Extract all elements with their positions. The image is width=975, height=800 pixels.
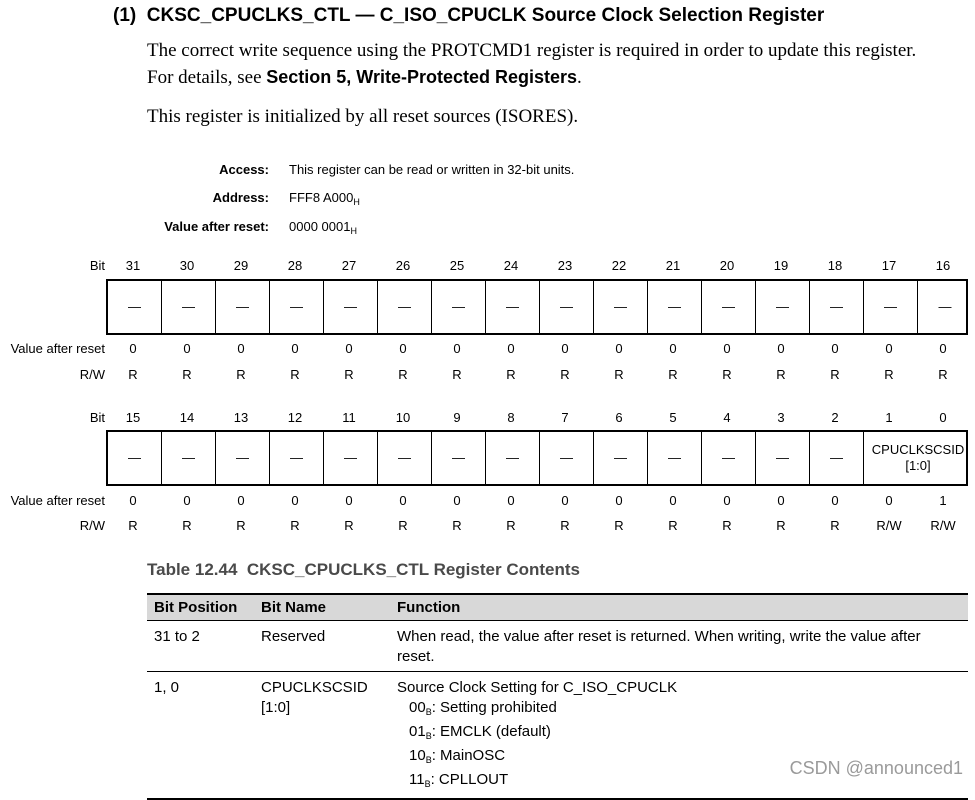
value-row-label-lower: Value after reset xyxy=(10,493,105,508)
bit-number: 30 xyxy=(179,258,195,273)
reserved-bit-field: — xyxy=(540,281,594,333)
reset-value-cell: 0 xyxy=(669,341,677,356)
reset-value-cell: 0 xyxy=(831,493,839,508)
address-label: Address: xyxy=(212,190,269,205)
reset-value-cell: 0 xyxy=(507,493,515,508)
reset-value-cell: 0 xyxy=(885,493,893,508)
rw-cell: R xyxy=(398,518,408,533)
reset-value-cell: 0 xyxy=(291,493,299,508)
reserved-bit-field: — xyxy=(756,281,810,333)
rw-cell: R xyxy=(668,367,678,382)
setting-option: $11_B$: CPLLOUT xyxy=(409,771,509,789)
reserved-bit-field: — xyxy=(702,432,756,484)
watermark: CSDN @announced1 xyxy=(789,758,963,778)
reset-value-cell: 0 xyxy=(291,341,299,356)
function-title: Source Clock Setting for C_ISO_CPUCLK xyxy=(397,679,678,696)
reserved-bit-field: — xyxy=(108,432,162,484)
cell-bit-name: CPUCLKSCSID [1:0] xyxy=(254,672,390,800)
init-note: This register is initialized by all reset sources (ISORES). xyxy=(147,106,579,127)
bit-number: 29 xyxy=(233,258,249,273)
reserved-bit-field: — xyxy=(810,432,864,484)
rw-row-label-upper: R/W xyxy=(79,367,105,382)
bit-number: 23 xyxy=(557,258,573,273)
rw-cell: R xyxy=(506,367,516,382)
header-bit-name: Bit Name xyxy=(254,594,390,621)
reserved-bit-field: — xyxy=(486,281,540,333)
bit-number: 17 xyxy=(881,258,897,273)
rw-cell: R xyxy=(452,518,462,533)
cell-function: When read, the value after reset is returned. When writing, write the value after reset. xyxy=(390,621,968,672)
reset-value-cell: 0 xyxy=(129,341,137,356)
reserved-bit-field: — xyxy=(162,281,216,333)
cell-bit-position: 31 to 2 xyxy=(147,621,254,672)
reset-value-cell: 0 xyxy=(723,493,731,508)
rw-cell: R xyxy=(182,367,192,382)
bit-number: 7 xyxy=(561,410,569,425)
reserved-bit-field: — xyxy=(378,432,432,484)
bit-number: 20 xyxy=(719,258,735,273)
rw-cell: R xyxy=(398,367,408,382)
reset-value-cell: 0 xyxy=(129,493,137,508)
rw-cell: R xyxy=(830,367,840,382)
reserved-bit-field: — xyxy=(594,432,648,484)
rw-cell: R xyxy=(884,367,894,382)
reserved-bit-field: — xyxy=(378,281,432,333)
rw-cell: R xyxy=(182,518,192,533)
reset-value-cell: 0 xyxy=(507,341,515,356)
reset-value-cell: 0 xyxy=(345,341,353,356)
reserved-bit-field: — xyxy=(648,281,702,333)
rw-cell: R xyxy=(830,518,840,533)
protect-note-line2: For details, see Section 5, Write-Protected Registers. xyxy=(147,67,582,88)
table-row xyxy=(147,621,968,672)
rw-cell: R xyxy=(236,367,246,382)
reserved-bit-field: — xyxy=(540,432,594,484)
rw-cell: R/W xyxy=(876,518,902,533)
bit-number: 19 xyxy=(773,258,789,273)
bit-number: 15 xyxy=(125,410,141,425)
rw-cell: R xyxy=(776,367,786,382)
reserved-bit-field: — xyxy=(648,432,702,484)
rw-cell: R xyxy=(128,367,138,382)
rw-cell: R xyxy=(290,518,300,533)
bit-number: 12 xyxy=(287,410,303,425)
bit-row-label-lower: Bit xyxy=(89,410,105,425)
setting-option: $01_B$: EMCLK (default) xyxy=(409,723,551,741)
section-reference-link[interactable]: Section 5, Write-Protected Registers xyxy=(266,67,578,87)
rw-cell: R xyxy=(452,367,462,382)
bit-number: 2 xyxy=(831,410,839,425)
rw-cell: R xyxy=(722,367,732,382)
lower-register-diagram xyxy=(106,430,968,486)
bit-number: 25 xyxy=(449,258,465,273)
reserved-bit-field: — xyxy=(702,281,756,333)
bit-number: 26 xyxy=(395,258,411,273)
header-function: Function xyxy=(390,594,968,621)
rw-row-label-lower: R/W xyxy=(79,518,105,533)
reset-value: 0000 $0001_H$ xyxy=(289,219,357,236)
rw-cell: R xyxy=(344,518,354,533)
reset-value-label: Value after reset: xyxy=(164,219,269,234)
reset-value-cell: 0 xyxy=(561,493,569,508)
reserved-bit-field: — xyxy=(270,432,324,484)
reset-value-cell: 0 xyxy=(885,341,893,356)
reserved-bit-field: — xyxy=(864,281,918,333)
setting-list xyxy=(397,698,961,794)
reset-value-cell: 0 xyxy=(399,341,407,356)
address-value: FFF8 $A000_H$ xyxy=(289,190,360,207)
cell-function xyxy=(390,672,968,800)
reset-value-cell: 0 xyxy=(561,341,569,356)
reserved-bit-field: — xyxy=(270,281,324,333)
bit-number: 31 xyxy=(125,258,141,273)
reserved-bit-field: — xyxy=(486,432,540,484)
rw-cell: R/W xyxy=(930,518,956,533)
reserved-bit-field: — xyxy=(432,281,486,333)
rw-cell: R xyxy=(722,518,732,533)
reset-value-cell: 0 xyxy=(615,493,623,508)
header-bit-position: Bit Position xyxy=(147,594,254,621)
bit-number: 6 xyxy=(615,410,623,425)
reset-value-cell: 0 xyxy=(345,493,353,508)
reserved-bit-field: — xyxy=(108,281,162,333)
rw-cell: R xyxy=(776,518,786,533)
bit-number: 10 xyxy=(395,410,411,425)
rw-cell: R xyxy=(344,367,354,382)
reset-value-cell: 0 xyxy=(453,341,461,356)
bit-number: 3 xyxy=(777,410,785,425)
bit-number: 11 xyxy=(342,410,356,425)
rw-cell: R xyxy=(560,367,570,382)
register-title: CKSC_CPUCLKS_CTL — C_ISO_CPUCLK Source Clock Selection Register xyxy=(146,5,825,26)
reset-value-cell: 0 xyxy=(237,493,245,508)
setting-option: $00_B$: Setting prohibited xyxy=(409,699,557,717)
rw-cell: R xyxy=(290,367,300,382)
cell-bit-position: 1, 0 xyxy=(147,672,254,800)
bit-number: 16 xyxy=(935,258,951,273)
reset-value-cell: 0 xyxy=(453,493,461,508)
reserved-bit-field: — xyxy=(216,281,270,333)
reset-value-cell: 0 xyxy=(669,493,677,508)
rw-cell: R xyxy=(128,518,138,533)
value-row-label-upper: Value after reset xyxy=(10,341,105,356)
bit-number: 8 xyxy=(507,410,515,425)
reset-value-cell: 0 xyxy=(723,341,731,356)
reserved-bit-field: — xyxy=(938,299,952,314)
reserved-bit-field: — xyxy=(432,432,486,484)
bit-number: 21 xyxy=(665,258,681,273)
reserved-bit-field: — xyxy=(324,281,378,333)
reserved-bit-field: — xyxy=(324,432,378,484)
reset-value-cell: 1 xyxy=(939,493,947,508)
rw-cell: R xyxy=(668,518,678,533)
rw-cell: R xyxy=(614,367,624,382)
upper-register-diagram xyxy=(106,279,968,335)
cpuclkscsid-field: CPUCLKSCSID [1:0] xyxy=(871,442,965,473)
protect-note-line1: The correct write sequence using the PROTCMD1 register is required in order to update this register. xyxy=(147,40,917,61)
rw-cell: R xyxy=(614,518,624,533)
reset-value-cell: 0 xyxy=(183,493,191,508)
rw-cell: R xyxy=(506,518,516,533)
table-header-row xyxy=(147,594,968,621)
table-row xyxy=(147,672,968,800)
rw-cell: R xyxy=(236,518,246,533)
reserved-bit-field: — xyxy=(756,432,810,484)
reserved-bit-field: — xyxy=(810,281,864,333)
setting-option: $10_B$: MainOSC xyxy=(409,747,506,765)
bit-number: 5 xyxy=(669,410,677,425)
rw-cell: R xyxy=(938,367,948,382)
bit-number: 1 xyxy=(885,410,893,425)
reserved-bit-field: — xyxy=(594,281,648,333)
section-number: (1) xyxy=(113,5,137,26)
reset-value-cell: 0 xyxy=(183,341,191,356)
bit-number: 18 xyxy=(827,258,843,273)
reserved-bit-field: — xyxy=(162,432,216,484)
access-value: This register can be read or written in 32-bit units. xyxy=(289,162,575,177)
access-label: Access: xyxy=(219,162,269,177)
reset-value-cell: 0 xyxy=(399,493,407,508)
bit-number: 0 xyxy=(939,410,947,425)
bit-row-label-upper: Bit xyxy=(89,258,105,273)
reset-value-cell: 0 xyxy=(777,493,785,508)
reset-value-cell: 0 xyxy=(939,341,947,356)
reset-value-cell: 0 xyxy=(615,341,623,356)
rw-cell: R xyxy=(560,518,570,533)
reserved-bit-field: — xyxy=(216,432,270,484)
bit-number: 13 xyxy=(233,410,249,425)
reset-value-cell: 0 xyxy=(831,341,839,356)
section-heading xyxy=(113,5,824,27)
cell-bit-name: Reserved xyxy=(254,621,390,672)
bit-number: 14 xyxy=(179,410,195,425)
bit-number: 24 xyxy=(503,258,519,273)
bit-number: 9 xyxy=(453,410,461,425)
bit-number: 28 xyxy=(287,258,303,273)
reset-value-cell: 0 xyxy=(237,341,245,356)
bit-number: 22 xyxy=(611,258,627,273)
reset-value-cell: 0 xyxy=(777,341,785,356)
bit-number: 27 xyxy=(341,258,357,273)
table-caption: Table 12.44 CKSC_CPUCLKS_CTL Register Contents xyxy=(147,560,580,579)
bit-number: 4 xyxy=(723,410,731,425)
